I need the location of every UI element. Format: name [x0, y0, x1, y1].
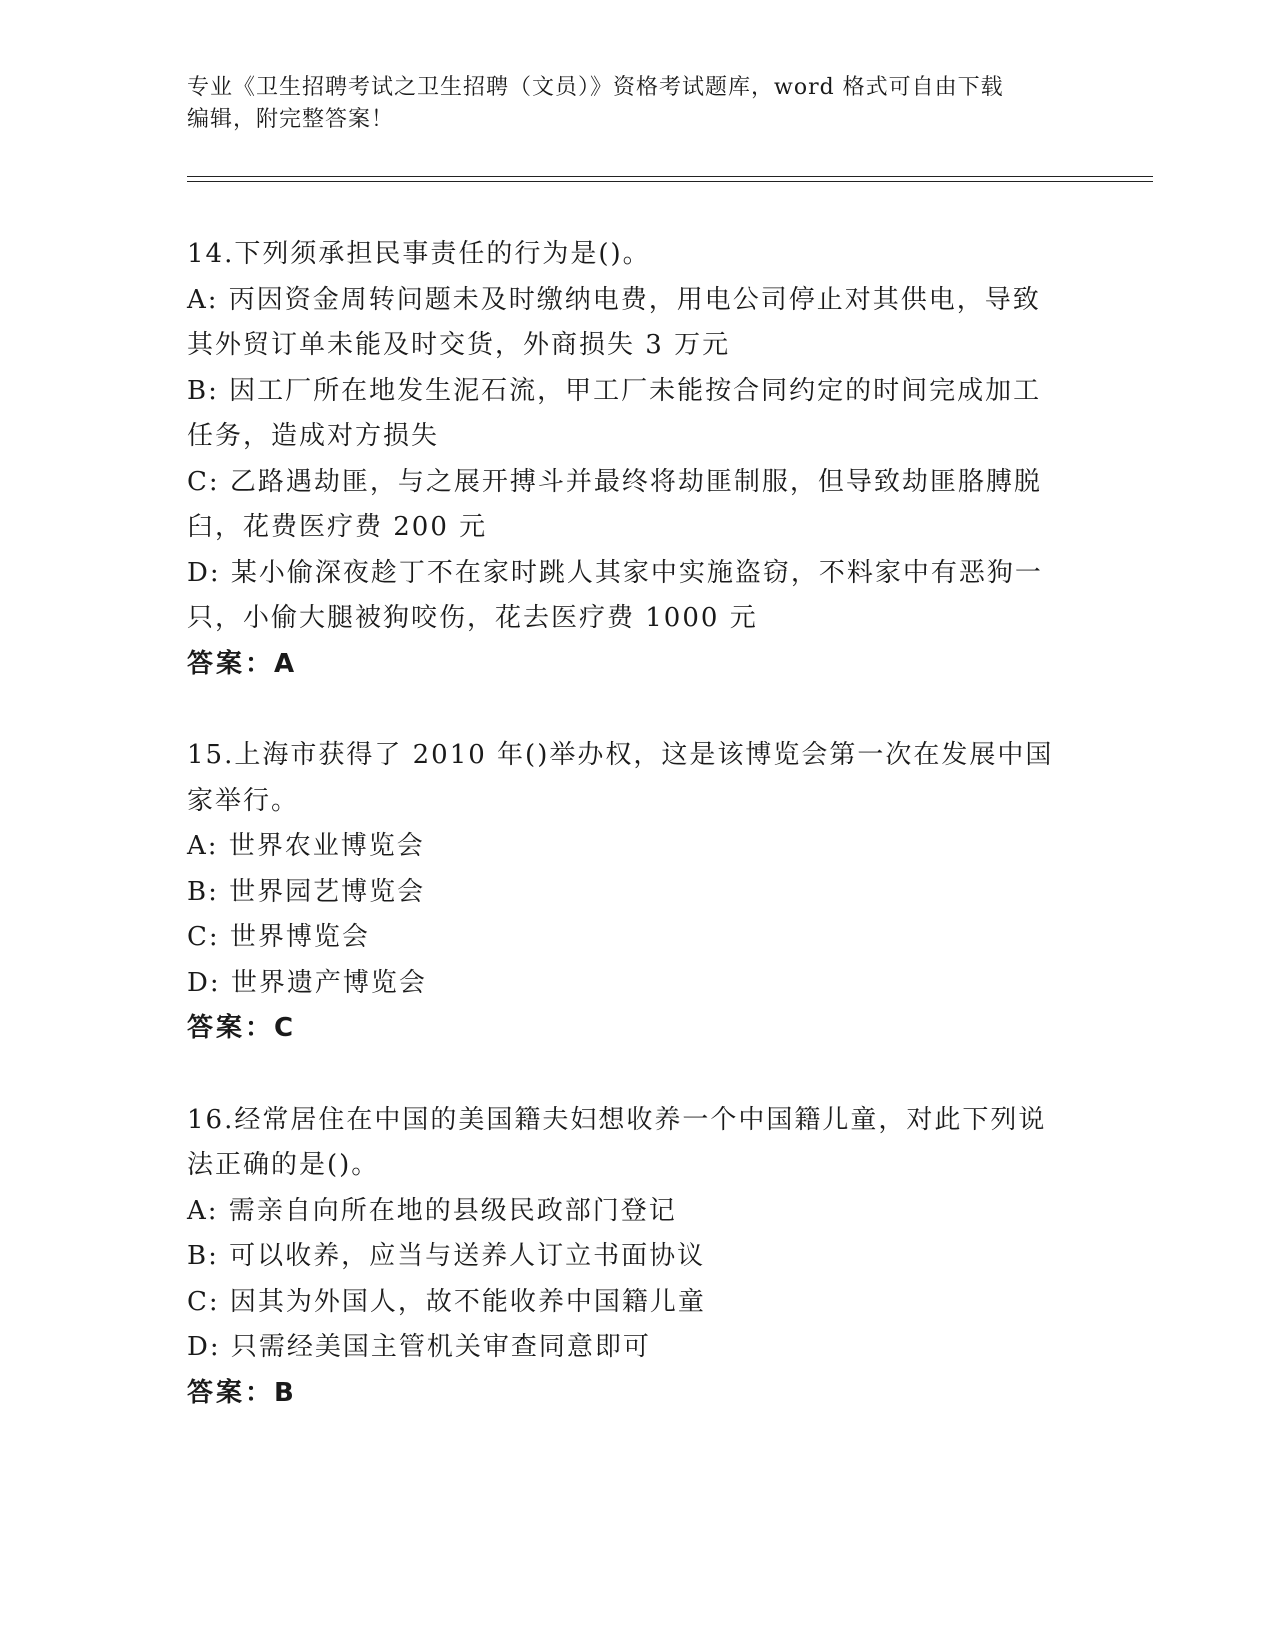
option-a: A: 丙因资金周转问题未及时缴纳电费，用电公司停止对其供电，导致 — [187, 284, 1041, 315]
option-c: C: 因其为外国人，故不能收养中国籍儿童 — [187, 1286, 706, 1317]
header-divider-bottom — [187, 181, 1153, 182]
answer-label: 答案：C — [187, 1013, 297, 1043]
option-b: B: 因工厂所在地发生泥石流，甲工厂未能按合同约定的时间完成加工 — [187, 375, 1042, 406]
question-stem: 16.经常居住在中国的美国籍夫妇想收养一个中国籍儿童，对此下列说 — [187, 1104, 1047, 1135]
question-list — [187, 232, 1087, 1462]
option-d: D: 某小偷深夜趁丁不在家时跳人其家中实施盗窃，不料家中有恶狗一 — [187, 557, 1043, 588]
question-stem-cont: 法正确的是()。 — [187, 1150, 380, 1180]
header-divider-top — [187, 176, 1153, 177]
option-b-cont: 任务，造成对方损失 — [187, 421, 440, 451]
question-15 — [187, 733, 1087, 1052]
question-14 — [187, 232, 1087, 687]
answer-label: 答案：A — [187, 648, 298, 679]
option-d: D: 世界遗产博览会 — [187, 967, 427, 998]
option-a-cont: 其外贸订单未能及时交货，外商损失 3 万元 — [187, 330, 731, 360]
header-line-2: 编辑，附完整答案！ — [187, 107, 395, 132]
header-line-1: 专业《卫生招聘考试之卫生招聘（文员）》资格考试题库，word 格式可自由下载 — [187, 75, 1004, 100]
option-b: B: 世界园艺博览会 — [187, 876, 426, 907]
option-a: A: 需亲自向所在地的县级民政部门登记 — [187, 1195, 677, 1226]
question-stem-cont: 家举行。 — [187, 785, 300, 816]
option-d-cont: 只，小偷大腿被狗咬伤，花去医疗费 1000 元 — [187, 603, 758, 633]
document-header — [187, 72, 1087, 136]
option-a: A: 世界农业博览会 — [187, 831, 425, 861]
question-stem: 14.下列须承担民事责任的行为是()。 — [187, 239, 651, 269]
option-c-cont: 臼，花费医疗费 200 元 — [187, 512, 488, 542]
question-stem: 15.上海市获得了 2010 年()举办权，这是该博览会第一次在发展中国 — [187, 740, 1054, 770]
option-b: B: 可以收养，应当与送养人订立书面协议 — [187, 1241, 706, 1271]
question-16 — [187, 1098, 1087, 1417]
answer-label: 答案：B — [187, 1377, 297, 1408]
option-d: D: 只需经美国主管机关审查同意即可 — [187, 1332, 651, 1362]
option-c: C: 乙路遇劫匪，与之展开搏斗并最终将劫匪制服，但导致劫匪胳膊脱 — [187, 466, 1042, 497]
option-c: C: 世界博览会 — [187, 922, 370, 952]
